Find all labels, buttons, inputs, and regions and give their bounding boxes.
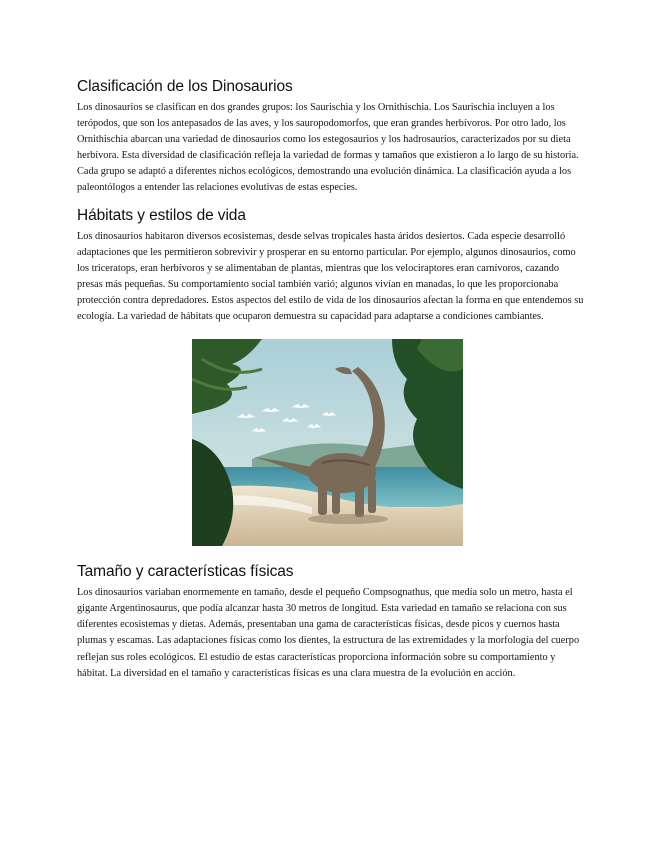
- section-title: Clasificación de los Dinosaurios: [77, 78, 293, 95]
- sauropod-illustration-icon: [192, 339, 463, 546]
- section-paragraph: Los dinosaurios habitaron diversos ecosistemas, desde selvas tropicales hasta áridos desiertos. Cada especie desarrolló adaptaciones que les permitieron sobrevivir y prosperar en su entorno particular. Por ejemplo, algunos dinosaurios, como los triceratops, eran herbívoros y se alimentaban de plantas, mientras que los velociraptores eran carnívoros, cazando presas más pequeñas. Su comportamiento social también varió; algunos vivían en manadas, lo que les proporcionaba protección contra depredadores. Estos aspectos del estilo de vida de los dinosaurios afectan la forma en que entendemos su ecología. La variedad de hábitats que ocuparon demuestra su capacidad para adaptarse a condiciones cambiantes.: [77, 230, 584, 323]
- section-paragraph: Los dinosaurios variaban enormemente en tamaño, desde el pequeño Compsognathus, que medía solo un metro, hasta el gigante Argentinosaurus, que podía alcanzar hasta 30 metros de longitud. Esta variedad en tamaño se relaciona con sus diferentes ecosistemas y dietas. Además, presentaban una gama de características físicas, desde picos y cuernos hasta plumas y escamas. Las adaptaciones físicas como los dientes, la estructura de las extremidades y la morfología del cuerpo reflejan sus roles ecológicos. El estudio de estas características proporciona información sobre su comportamiento y hábitat. La diversidad en el tamaño y características físicas es una clara muestra de la evolución en acción.: [77, 587, 580, 679]
- sauropod-illustration: [192, 339, 463, 546]
- section-classification: [77, 78, 585, 197]
- document-body: [77, 78, 585, 682]
- section-size-features: [77, 563, 585, 682]
- section-paragraph: Los dinosaurios se clasifican en dos grandes grupos: los Saurischia y los Ornithischia. Los Saurischia incluyen a los terópodos, que son los antepasados de las aves, y los sauropodomorfos, que eran grandes herbívoros. Por otro lado, los Ornithischia abarcan una variedad de dinosaurios como los estegosaurios y los hadrosaurios, caracterizados por su dieta herbívora. Esta diversidad de clasificación refleja la variedad de formas y tamaños que existieron a lo largo de su historia. Cada grupo se adaptó a diferentes nichos ecológicos, demostrando una evolución dinámica. La clasificación ayuda a los paleontólogos a entender las relaciones evolutivas de estas especies.: [77, 102, 579, 194]
- section-title: Tamaño y características físicas: [77, 563, 294, 581]
- section-title: Hábitats y estilos de vida: [77, 206, 246, 224]
- section-habitats: [77, 207, 585, 326]
